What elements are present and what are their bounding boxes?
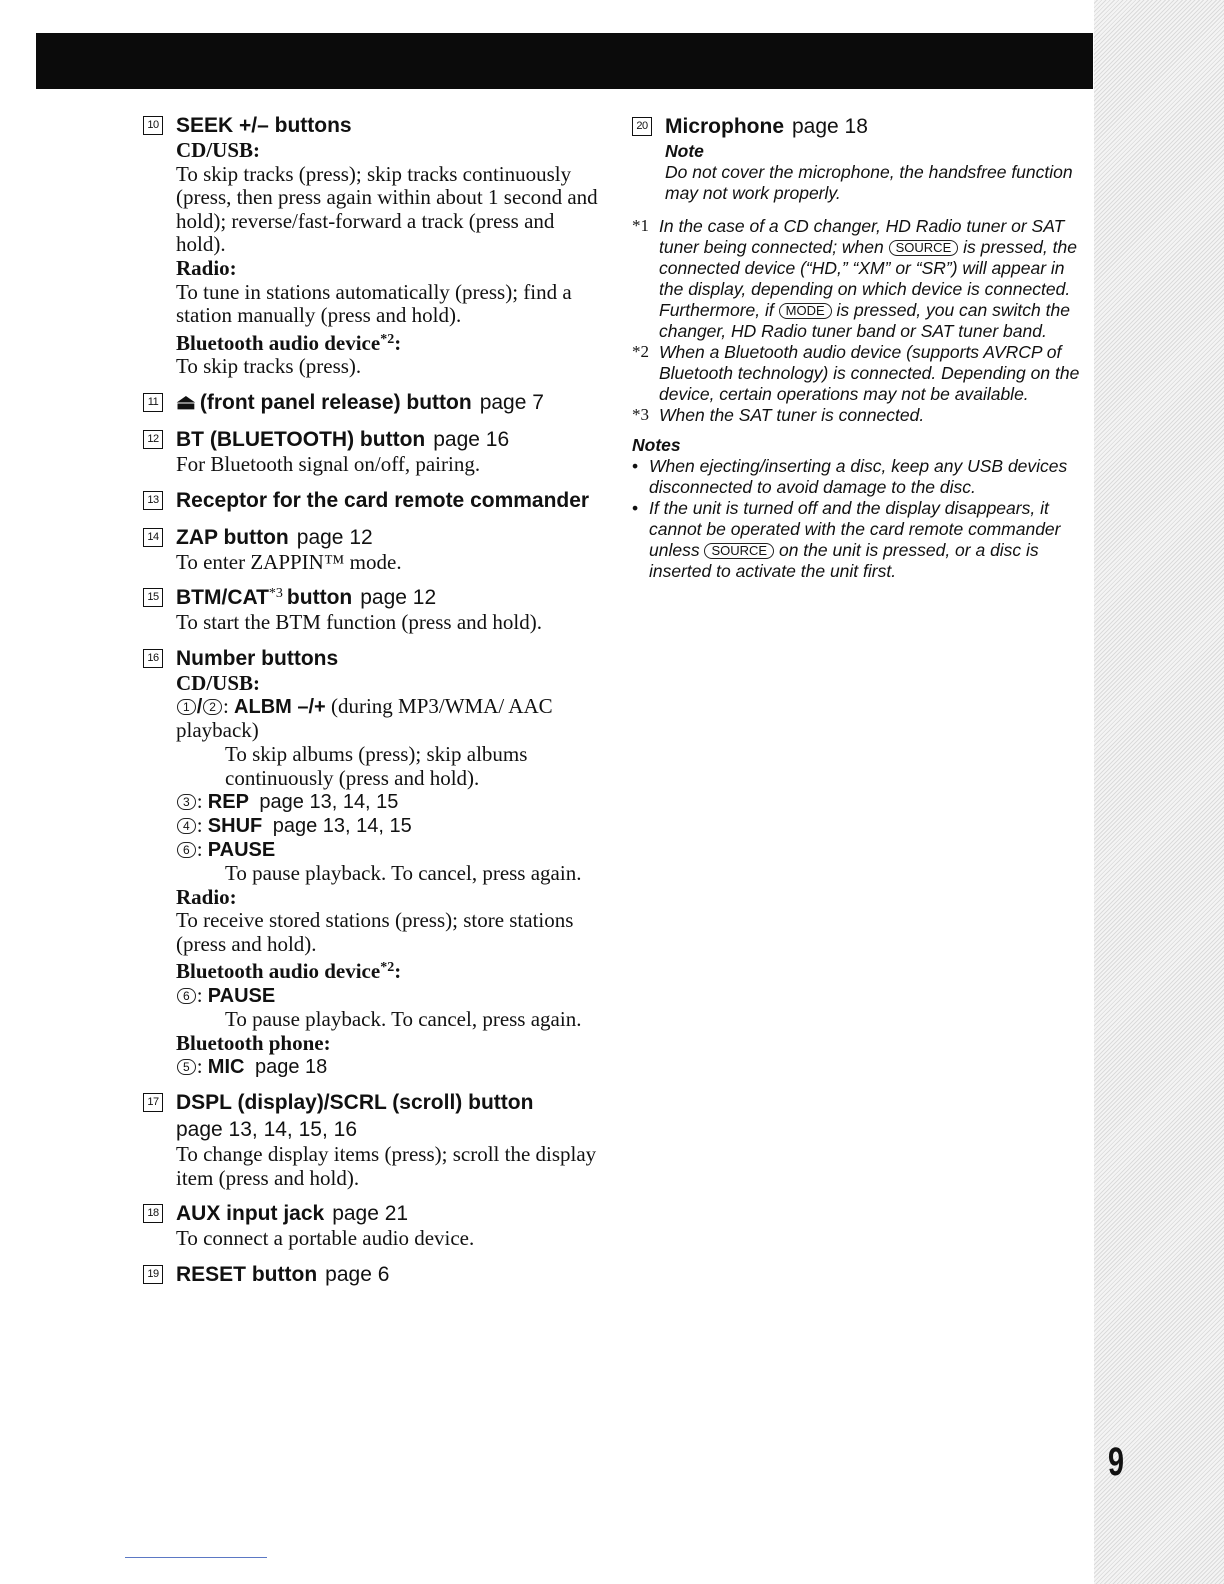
item-btm-cat-button: 15 BTM/CAT*3 button page 12 To start the BTM function (press and hold). bbox=[143, 584, 603, 635]
item-number: 16 bbox=[143, 649, 163, 668]
item-title: BT (BLUETOOTH) button bbox=[176, 427, 426, 451]
bottom-rule bbox=[125, 1557, 267, 1558]
page-number: 9 bbox=[1108, 1440, 1125, 1484]
key-3: 3 bbox=[177, 794, 196, 810]
key-5: 5 bbox=[177, 1059, 196, 1075]
item-text: To start the BTM function (press and hold). bbox=[176, 610, 542, 635]
item-title: ZAP button bbox=[176, 525, 289, 549]
item-number: 17 bbox=[143, 1093, 163, 1112]
note-1: • When ejecting/inserting a disc, keep any USB devices disconnected to avoid damage to the disc. bbox=[632, 456, 1088, 498]
item-bt-button bbox=[143, 426, 603, 477]
page-ref: page 13, 14, 15, 16 bbox=[176, 1118, 357, 1142]
cdusb-label: CD/USB: bbox=[176, 138, 261, 162]
footnote-ref: *3 bbox=[268, 586, 283, 602]
radio-label: Radio: bbox=[176, 884, 237, 909]
mic-row: 5 : MIC page 18 bbox=[176, 1055, 603, 1079]
bt-phone-label: Bluetooth phone: bbox=[176, 1030, 331, 1055]
bt-pause-text: To pause playback. To cancel, press again. bbox=[225, 1007, 582, 1032]
item-number: 20 bbox=[632, 117, 652, 136]
item-title: DSPL (display)/SCRL (scroll) button bbox=[176, 1091, 534, 1115]
radio-text: To receive stored stations (press); store stations (press and hold). bbox=[176, 908, 574, 956]
radio-label: Radio: bbox=[176, 255, 237, 280]
note-text: Do not cover the microphone, the handsfree function may not work properly. bbox=[665, 162, 1073, 203]
key-4: 4 bbox=[177, 818, 196, 834]
cdusb-text: To skip tracks (press); skip tracks continuously (press, then press again within about 1 second and hold); reverse/fast-forward a track (press and hold). bbox=[176, 161, 598, 257]
rep-row: 3 : REP page 13, 14, 15 bbox=[176, 790, 603, 814]
item-number: 11 bbox=[143, 393, 163, 412]
pause-row: 6 : PAUSE bbox=[176, 838, 603, 862]
item-zap-button bbox=[143, 524, 603, 575]
pause-text: To pause playback. To cancel, press again. bbox=[225, 861, 582, 886]
notes-label: Notes bbox=[632, 435, 681, 455]
shuf-row: 4 : SHUF page 13, 14, 15 bbox=[176, 814, 603, 838]
right-column bbox=[632, 113, 1088, 582]
item-title: Receptor for the card remote commander bbox=[176, 488, 590, 512]
bt-audio-label: Bluetooth audio device$^{*2}$: bbox=[176, 959, 402, 984]
item-number: 18 bbox=[143, 1204, 163, 1223]
mode-key: MODE bbox=[779, 303, 832, 319]
page-ref: page 12 bbox=[296, 525, 373, 549]
item-title: SEEK +/– buttons bbox=[176, 114, 352, 137]
left-column bbox=[143, 112, 603, 1298]
item-number: 12 bbox=[143, 430, 163, 449]
item-title: AUX input jack bbox=[176, 1202, 325, 1226]
page-ref: page 18 bbox=[792, 115, 868, 138]
source-key: SOURCE bbox=[889, 240, 959, 256]
item-text: For Bluetooth signal on/off, pairing. bbox=[176, 451, 481, 476]
footnote-2: *2 When a Bluetooth audio device (supports AVRCP of Bluetooth technology) is connected. Depending on the device, certain operations may not be available. bbox=[632, 342, 1080, 404]
eject-icon: ⏏ bbox=[176, 390, 196, 414]
albm-text: To skip albums (press); skip albums continuously (press and hold). bbox=[225, 741, 528, 790]
page-ref: page 7 bbox=[479, 390, 544, 414]
key-6: 6 bbox=[177, 988, 196, 1004]
item-microphone bbox=[632, 113, 1088, 204]
header-bar bbox=[36, 33, 1093, 89]
item-reset-button bbox=[143, 1261, 603, 1288]
key-1: 1 bbox=[177, 699, 196, 715]
page-edge-shading bbox=[1094, 0, 1224, 1584]
item-text: To enter ZAPPIN™ mode. bbox=[176, 549, 402, 574]
source-key: SOURCE bbox=[704, 543, 774, 559]
item-number: 19 bbox=[143, 1265, 163, 1284]
item-text: To change display items (press); scroll the display item (press and hold). bbox=[176, 1142, 597, 1190]
item-seek-buttons bbox=[143, 112, 603, 379]
page-ref: page 6 bbox=[325, 1263, 390, 1287]
radio-text: To tune in stations automatically (press); find a station manually (press and hold). bbox=[176, 279, 572, 328]
albm-row: 1 / 2 : ALBM –/+ (during MP3/WMA/ AAC playback) bbox=[176, 694, 553, 743]
cdusb-label: CD/USB: bbox=[176, 670, 261, 695]
footnote-1: *1 In the case of a CD changer, HD Radio tuner or SAT tuner being connected; when SOURCE is pressed, the connected device (“HD,” “XM” or “SR”) will appear in the display, depending on which device is connected. Furthermore, if MODE is pressed, you can switch the changer, HD Radio tuner band or SAT tuner band. bbox=[632, 216, 1077, 341]
note-label: Note bbox=[665, 141, 704, 161]
item-title: BTM/CAT bbox=[176, 586, 269, 610]
item-title: Number buttons bbox=[176, 646, 339, 670]
item-number: 14 bbox=[143, 528, 163, 547]
item-receptor bbox=[143, 487, 603, 514]
note-2: • If the unit is turned off and the display disappears, it cannot be operated with the card remote commander unless SOURCE on the unit is pressed, or a disc is inserted to activate the unit first. bbox=[632, 498, 1088, 582]
key-2: 2 bbox=[203, 699, 222, 715]
item-number-buttons bbox=[143, 645, 603, 1080]
item-dspl-scrl-button bbox=[143, 1089, 603, 1190]
bt-pause-row: 6 : PAUSE bbox=[176, 984, 603, 1008]
item-number: 10 bbox=[143, 116, 163, 135]
item-title: (front panel release) button bbox=[199, 390, 472, 414]
page-ref: page 12 bbox=[360, 586, 437, 610]
item-number: 15 bbox=[143, 588, 163, 607]
item-title: RESET button bbox=[176, 1263, 318, 1287]
item-aux-jack bbox=[143, 1200, 603, 1251]
footnote-3: *3 When the SAT tuner is connected. bbox=[632, 405, 925, 425]
bt-audio-text: To skip tracks (press). bbox=[176, 354, 362, 379]
item-front-panel-release bbox=[143, 389, 603, 416]
item-text: To connect a portable audio device. bbox=[176, 1226, 475, 1251]
key-6: 6 bbox=[177, 842, 196, 858]
item-title: Microphone bbox=[665, 115, 784, 138]
bt-audio-label: Bluetooth audio device$^{*2}$: bbox=[176, 330, 402, 355]
page-ref: page 21 bbox=[332, 1202, 409, 1226]
page-ref: page 16 bbox=[433, 427, 510, 451]
item-number: 13 bbox=[143, 491, 163, 510]
